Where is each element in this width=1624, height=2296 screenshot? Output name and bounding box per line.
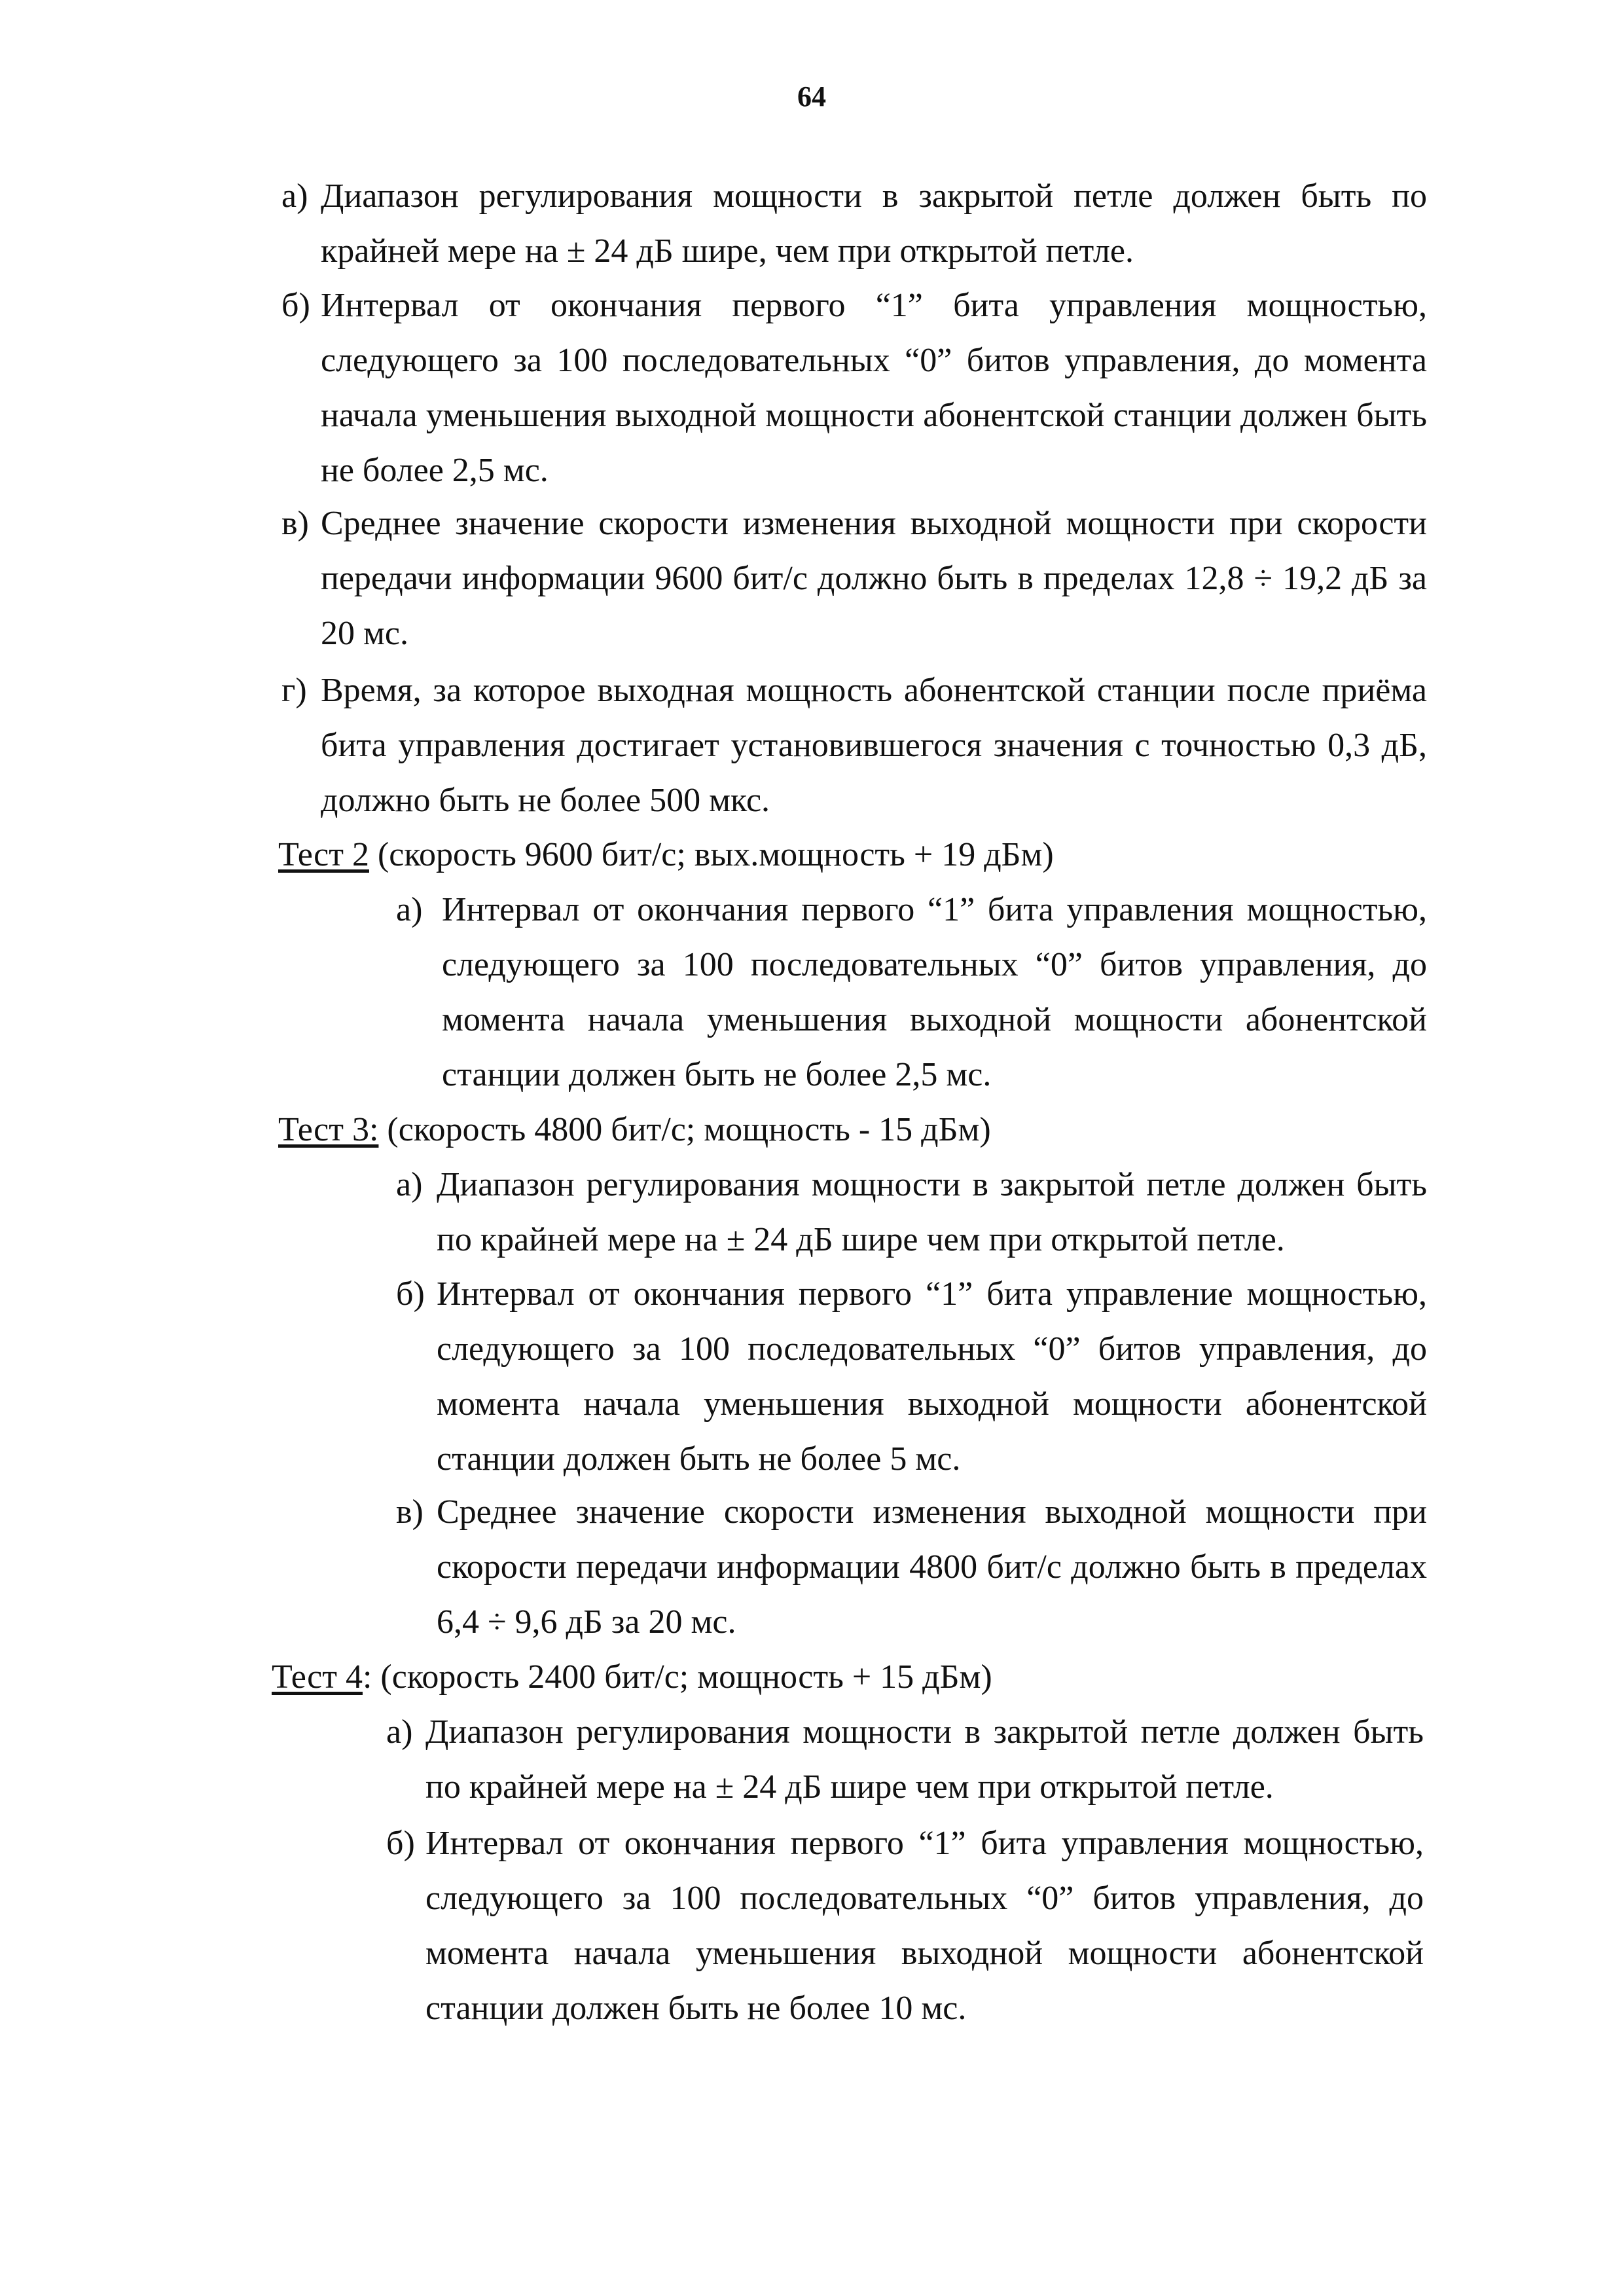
list-item-text: Интервал от окончания первого “1” бита управление мощностью, следующего за 100 последовательных “0” битов управления, до момента начала уменьшения выходной мощности абонентской станции должен быть не более 5 мс. bbox=[437, 1275, 1427, 1478]
test3-label: Тест 3: bbox=[278, 1111, 379, 1148]
list-marker: в) bbox=[396, 1493, 424, 1531]
page-number: 64 bbox=[797, 81, 826, 113]
list-item-text: Диапазон регулирования мощности в закрытой петле должен быть по крайней мере на ± 24 дБ шире, чем при открытой петле. bbox=[321, 177, 1427, 270]
list-item-text: Диапазон регулирования мощности в закрытой петле должен быть по крайней мере на ± 24 дБ шире чем при открытой петле. bbox=[425, 1713, 1424, 1806]
list-item-text: Интервал от окончания первого “1” бита управления мощностью, следующего за 100 последовательных “0” битов управления, до момента начала уменьшения выходной мощности абонентской станции должен быть не более 2,5 мс. bbox=[442, 891, 1427, 1093]
list-item-text: Интервал от окончания первого “1” бита управления мощностью, следующего за 100 последовательных “0” битов управления, до момента начала уменьшения выходной мощности абонентской станции должен быть не более 2,5 мс. bbox=[321, 287, 1427, 489]
section1-item-a bbox=[281, 169, 1427, 279]
list-marker: б) bbox=[396, 1275, 425, 1313]
test2-item-a bbox=[396, 883, 1427, 1102]
list-item-text: Среднее значение скорости изменения выходной мощности при скорости передачи информации 4800 бит/с должно быть в пределах 6,4 ÷ 9,6 дБ за 20 мс. bbox=[437, 1493, 1427, 1641]
test3-item-v bbox=[396, 1485, 1427, 1650]
list-marker: а) bbox=[396, 891, 423, 928]
test4-item-b bbox=[386, 1816, 1424, 2036]
test2-heading bbox=[278, 828, 1054, 883]
list-item-text: Интервал от окончания первого “1” бита управления мощностью, следующего за 100 последовательных “0” битов управления, до момента начала уменьшения выходной мощности абонентской станции должен быть не более 10 мс. bbox=[425, 1825, 1424, 2027]
list-marker: б) bbox=[386, 1825, 415, 1862]
list-item-text: Среднее значение скорости изменения выходной мощности при скорости передачи информации 9600 бит/с должно быть в пределах 12,8 ÷ 19,2 дБ за 20 мс. bbox=[321, 505, 1427, 652]
list-marker: в) bbox=[281, 505, 309, 542]
list-marker: г) bbox=[281, 672, 307, 709]
test4-heading bbox=[272, 1650, 992, 1705]
list-marker: а) bbox=[281, 177, 308, 215]
test4-item-a bbox=[386, 1705, 1424, 1815]
test4-label: Тест 4 bbox=[272, 1658, 363, 1696]
section1-item-g bbox=[281, 663, 1427, 828]
list-item-text: Диапазон регулирования мощности в закрытой петле должен быть по крайней мере на ± 24 дБ шире чем при открытой петле. bbox=[437, 1166, 1427, 1258]
test3-heading bbox=[278, 1102, 991, 1157]
test2-params: (скорость 9600 бит/с; вых.мощность + 19 дБм) bbox=[369, 836, 1054, 873]
list-item-text: Время, за которое выходная мощность абонентской станции после приёма бита управления достигает установившегося значения с точностью 0,3 дБ, должно быть не более 500 мкс. bbox=[321, 672, 1427, 819]
list-marker: б) bbox=[281, 287, 310, 324]
section1-item-b bbox=[281, 278, 1427, 498]
list-marker: а) bbox=[396, 1166, 423, 1203]
list-marker: а) bbox=[386, 1713, 413, 1751]
test3-params: (скорость 4800 бит/с; мощность - 15 дБм) bbox=[378, 1111, 991, 1148]
section1-item-v bbox=[281, 496, 1427, 661]
test3-item-b bbox=[396, 1267, 1427, 1487]
test3-item-a bbox=[396, 1157, 1427, 1267]
test4-params: : (скорость 2400 бит/с; мощность + 15 дБм) bbox=[362, 1658, 992, 1696]
test2-label: Тест 2 bbox=[278, 836, 369, 873]
